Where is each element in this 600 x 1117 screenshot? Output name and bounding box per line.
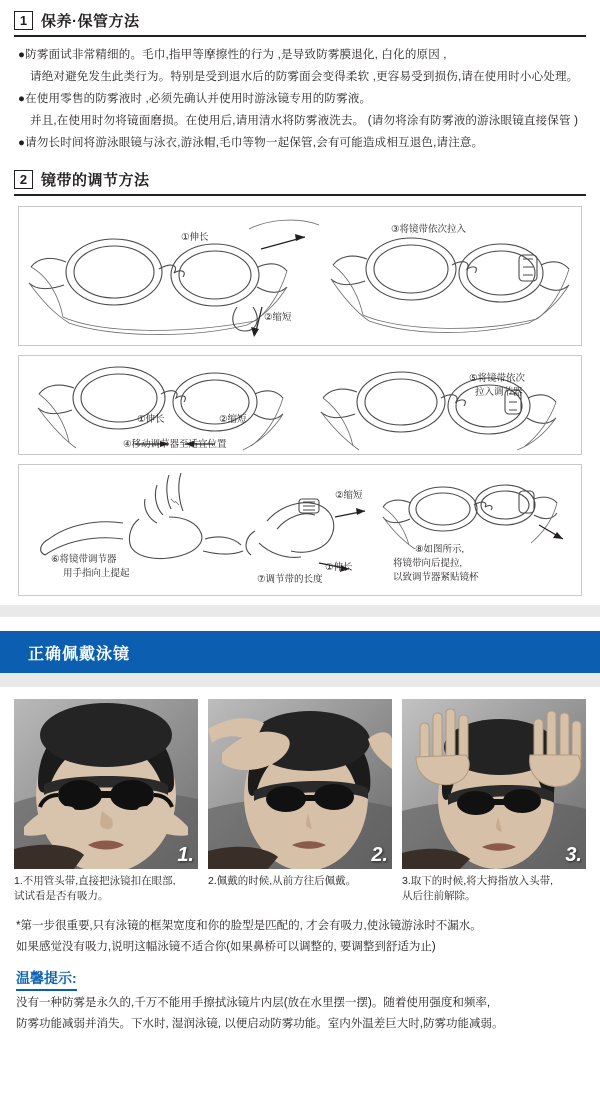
panel-c-label-shorten: ②缩短	[335, 490, 363, 501]
panel-b-label-pull-in-2: 拉入调节器	[475, 387, 523, 398]
panel-a-label-extend: ①伸长	[181, 232, 209, 243]
diagram-panel-adjuster-move	[18, 355, 582, 455]
panel-b-label-shorten: ②缩短	[219, 414, 247, 425]
panel-a-label-shorten: ②缩短	[264, 312, 292, 323]
photo-badge: 2.	[371, 844, 388, 866]
section-1	[0, 0, 600, 153]
note-line: 如果感觉没有吸力,说明这幅泳镜不适合你(如果鼻桥可以调整的, 要调整到舒适为止)	[16, 941, 436, 953]
panel-c-label-as-shown-1: ⑧如图所示,	[415, 544, 465, 555]
panel-c-label-extend: ①伸长	[325, 562, 353, 573]
diagram-panel-lift-adjuster	[18, 464, 582, 596]
photo-cell	[402, 699, 586, 904]
gray-spacer-top	[0, 605, 600, 617]
photo-cell	[208, 699, 392, 904]
photo-caption	[208, 869, 392, 889]
caption-line: 2.佩戴的时候,从前方往后佩戴。	[208, 875, 357, 887]
photo-step-1	[14, 699, 198, 869]
tip-title: 温馨提示:	[16, 968, 77, 991]
section-2-header	[0, 169, 600, 190]
section-1-number: 1	[14, 11, 33, 30]
caption-line: 从后往前解除。	[402, 890, 476, 902]
photo-badge: 1.	[177, 844, 194, 866]
photo-cell	[14, 699, 198, 904]
wearing-section-title: 正确佩戴泳镜	[28, 645, 131, 663]
swimmer-photo-1	[14, 699, 198, 869]
section-2	[0, 155, 600, 596]
paragraph: 并且,在使用时勿将镜面磨损。在使用后,请用清水将防雾液洗去。 (请勿将涂有防雾液的游泳眼镜直接保管 )	[30, 115, 579, 127]
panel-b-label-move-adjuster: ④移动调节器至适宜位置	[123, 439, 227, 450]
panel-b-label-extend: ①伸长	[137, 414, 165, 425]
panel-c-label-as-shown-2: 将镜带向后提拉,	[393, 558, 463, 569]
section-1-body	[0, 37, 600, 153]
photo-caption	[402, 869, 586, 904]
panel-c-label-as-shown-3: 以致调节器紧贴镜杯	[393, 572, 479, 583]
section-1-title: 保养·保管方法	[41, 13, 140, 30]
goggles-illustration-a	[19, 207, 581, 347]
paragraph: ●防雾面试非常精细的。毛巾,指甲等摩擦性的行为 ,是导致防雾膜退化, 白化的原因 ,	[18, 49, 447, 61]
swimmer-photo-3	[402, 699, 586, 869]
tip-title-wrapper	[16, 968, 584, 991]
tip-line: 防雾功能减弱并消失。下水时, 湿润泳镜, 以便启动防雾功能。室内外温差巨大时,防雾功能减弱。	[16, 1018, 504, 1030]
wearing-section-band	[0, 631, 600, 673]
tip-line: 没有一种防雾是永久的,千万不能用手擦拭泳镜片内层(放在水里摆一摆)。随着使用强度和频率,	[16, 997, 491, 1009]
panel-c-label-adjust-length: ⑦调节带的长度	[257, 574, 323, 585]
note-line: *第一步很重要,只有泳镜的框架宽度和你的脸型是匹配的, 才会有吸力,使泳镜游泳时不漏水。	[16, 920, 482, 932]
swimmer-photo-2	[208, 699, 392, 869]
paragraph: ●在使用零售的防雾液时 ,必须先确认并使用时游泳镜专用的防雾液。	[18, 93, 372, 105]
photo-badge: 3.	[565, 844, 582, 866]
panel-a-label-pull-in: ③将镜带依次拉入	[391, 224, 467, 235]
caption-line: 3.取下的时候,将大拇指放入头带,	[402, 875, 554, 887]
diagram-panel-strap-extend	[18, 206, 582, 346]
paragraph: 请绝对避免发生此类行为。特别是受到退水后的防雾面会变得柔软 ,更容易受到损伤,请在使用时小心处理。	[30, 71, 579, 83]
section-1-header	[0, 10, 600, 31]
caption-line: 1.不用管头带,直接把泳镜扣在眼部,	[14, 875, 176, 887]
diagram-container	[0, 196, 600, 596]
photo-caption	[14, 869, 198, 904]
photo-step-3	[402, 699, 586, 869]
paragraph: ●请勿长时间将游泳眼镜与泳衣,游泳帽,毛巾等物一起保管,会有可能造成相互退色,请注意。	[18, 137, 484, 149]
notes-block	[0, 904, 600, 1035]
panel-c-label-lift-1: ⑥将镜带调节器	[51, 554, 117, 565]
caption-line: 试试看是否有吸力。	[14, 890, 109, 902]
section-2-number: 2	[14, 170, 33, 189]
panel-b-label-pull-in-1: ⑤将镜带依次	[469, 373, 526, 384]
gray-spacer-bottom	[0, 673, 600, 687]
goggles-illustration-b	[19, 356, 581, 456]
photo-step-2	[208, 699, 392, 869]
photo-row	[0, 687, 600, 904]
section-2-title: 镜带的调节方法	[41, 172, 150, 189]
panel-c-label-lift-2: 用手指向上提起	[63, 568, 130, 579]
